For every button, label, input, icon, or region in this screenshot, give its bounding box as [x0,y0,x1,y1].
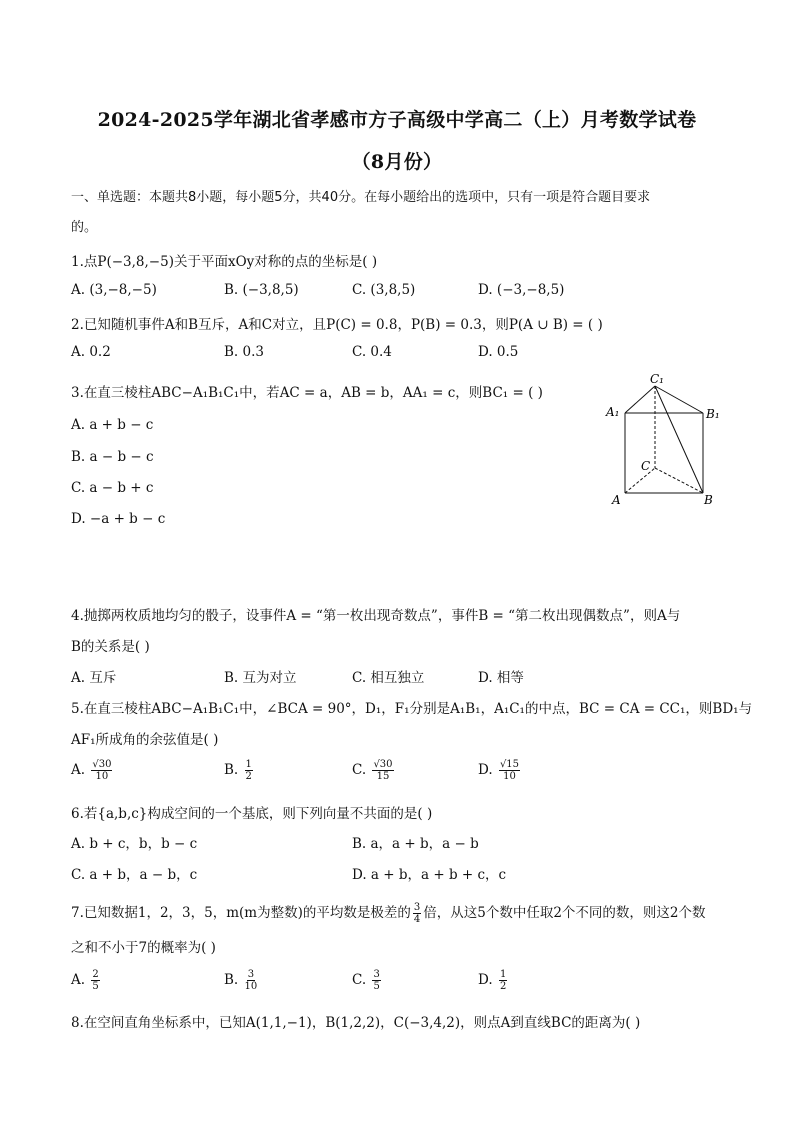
q5-c-den: 15 [376,771,390,782]
q7-option-c[interactable] [352,969,383,992]
q5-a-num: √30 [92,759,112,770]
q4-option-a[interactable]: A. 互斥 [71,670,117,686]
page-subtitle: （8月份） [351,151,443,173]
q7-c-label: C. [352,972,367,988]
q1-option-b[interactable]: B. (−3,8,5) [224,282,299,298]
q5-d-num: √15 [499,759,520,770]
q5-d-den: 10 [503,771,516,782]
label-b: B [704,493,713,507]
page-title: 2024-2025学年湖北省孝感市方子高级中学高二（上）月考数学试卷 [97,109,697,131]
q2-option-d[interactable]: D. 0.5 [478,344,519,360]
question-8: 8.在空间直角坐标系中，已知A(1,1,−1)，B(1,2,2)，C(−3,4,2)，则点A到直线BC的距离为( ) [71,1015,641,1031]
q7-a-num: 2 [92,969,99,980]
q5-d-label: D. [478,762,493,778]
q5-b-label: B. [224,762,239,778]
q7-a-den: 5 [92,981,99,992]
q7-d-den: 2 [499,981,507,992]
q4-option-d[interactable]: D. 相等 [478,670,524,686]
q7-pre: 7.已知数据1，2，3，5，m(m为整数)的平均数是极差的 [71,905,411,921]
section-header-cont: 的。 [71,220,98,235]
label-b1: B₁ [706,407,720,421]
q7-d-num: 1 [499,969,507,980]
q3-option-c[interactable]: C. a − b + c [71,480,154,496]
q1-option-c[interactable]: C. (3,8,5) [352,282,416,298]
q5-option-c[interactable] [352,759,396,782]
q4-option-b[interactable]: B. 互为对立 [224,670,297,686]
q6-option-a[interactable]: A. b + c，b，b − c [71,836,198,852]
q1-option-a[interactable]: A. (3,−8,−5) [71,282,157,298]
label-c: C [641,459,651,473]
q7-b-num: 3 [247,969,255,980]
q6-option-b[interactable]: B. a，a + b，a − b [352,836,479,852]
question-4: 4.抛掷两枚质地均匀的骰子，设事件A = “第一枚出现奇数点”，事件B = “第二枚出现偶数点”，则A与 [71,608,681,624]
section-header: 一、单选题：本题共8小题，每小题5分，共40分。在每小题给出的选项中，只有一项是符合题目要求 [71,190,651,205]
q6-option-d[interactable]: D. a + b，a + b + c，c [352,867,507,883]
q7-post: 倍，从这5个数中任取2个不同的数，则这2个数 [423,905,706,921]
q7-c-den: 5 [373,981,380,992]
q4-option-c[interactable]: C. 相互独立 [352,670,425,686]
question-4-cont: B的关系是( ) [71,639,150,655]
q5-a-label: A. [71,762,86,778]
question-5: 5.在直三棱柱ABC−A₁B₁C₁中，∠BCA = 90°，D₁，F₁分别是A₁B₁，A₁C₁的中点，BC = CA = CC₁，则BD₁与 [71,701,753,717]
q7-option-d[interactable] [478,969,509,992]
q5-b-den: 2 [245,771,252,782]
label-a: A [612,493,621,507]
question-3 [71,381,543,401]
question-2: 2.已知随机事件A和B互斥，A和C对立，且P(C) = 0.8，P(B) = 0.3，则P(A ∪ B) = ( ) [71,317,603,333]
q5-c-num: √30 [373,759,393,770]
label-a1: A₁ [606,405,620,419]
question-1: 1.点P(−3,8,−5)关于平面xOy对称的点的坐标是( ) [71,254,378,270]
q7-a-label: A. [71,972,86,988]
q5-option-a[interactable] [71,759,114,782]
question-7-cont: 之和不小于7的概率为( ) [71,940,216,956]
q2-option-b[interactable]: B. 0.3 [224,344,264,360]
question-5-cont: AF₁所成角的余弦值是( ) [71,732,219,748]
q5-a-den: 10 [95,771,109,782]
q3-prefix: 3.在直三棱柱ABC−A₁B₁C₁中，若 [71,385,280,401]
q5-b-num: 1 [245,759,252,770]
question-7 [71,901,706,925]
q7-option-a[interactable] [71,969,102,992]
q7-b-label: B. [224,972,239,988]
q7-frac-den: 4 [413,914,421,925]
label-c1: C₁ [650,372,664,386]
q6-option-c[interactable]: C. a + b，a − b，c [71,867,198,883]
q3-option-b[interactable]: B. a − b − c [71,449,154,465]
prism-figure [600,368,730,513]
q5-option-d[interactable] [478,759,522,782]
q7-option-b[interactable] [224,969,259,992]
q7-b-den: 10 [244,981,258,992]
question-6: 6.若{a,b,c}构成空间的一个基底，则下列向量不共面的是( ) [71,806,433,822]
q7-frac-num: 3 [413,902,421,913]
q5-c-label: C. [352,762,367,778]
q5-option-b[interactable] [224,759,255,782]
q3-option-d[interactable]: D. −a + b − c [71,511,166,527]
q1-option-d[interactable]: D. (−3,−8,5) [478,282,565,298]
q3-condition: AC = a，AB = b，AA₁ = c，则BC₁ = ( ) [279,385,543,401]
q7-c-num: 3 [373,969,380,980]
q3-option-a[interactable]: A. a + b − c [71,417,154,433]
q2-option-c[interactable]: C. 0.4 [352,344,392,360]
q2-option-a[interactable]: A. 0.2 [71,344,111,360]
q7-d-label: D. [478,972,493,988]
